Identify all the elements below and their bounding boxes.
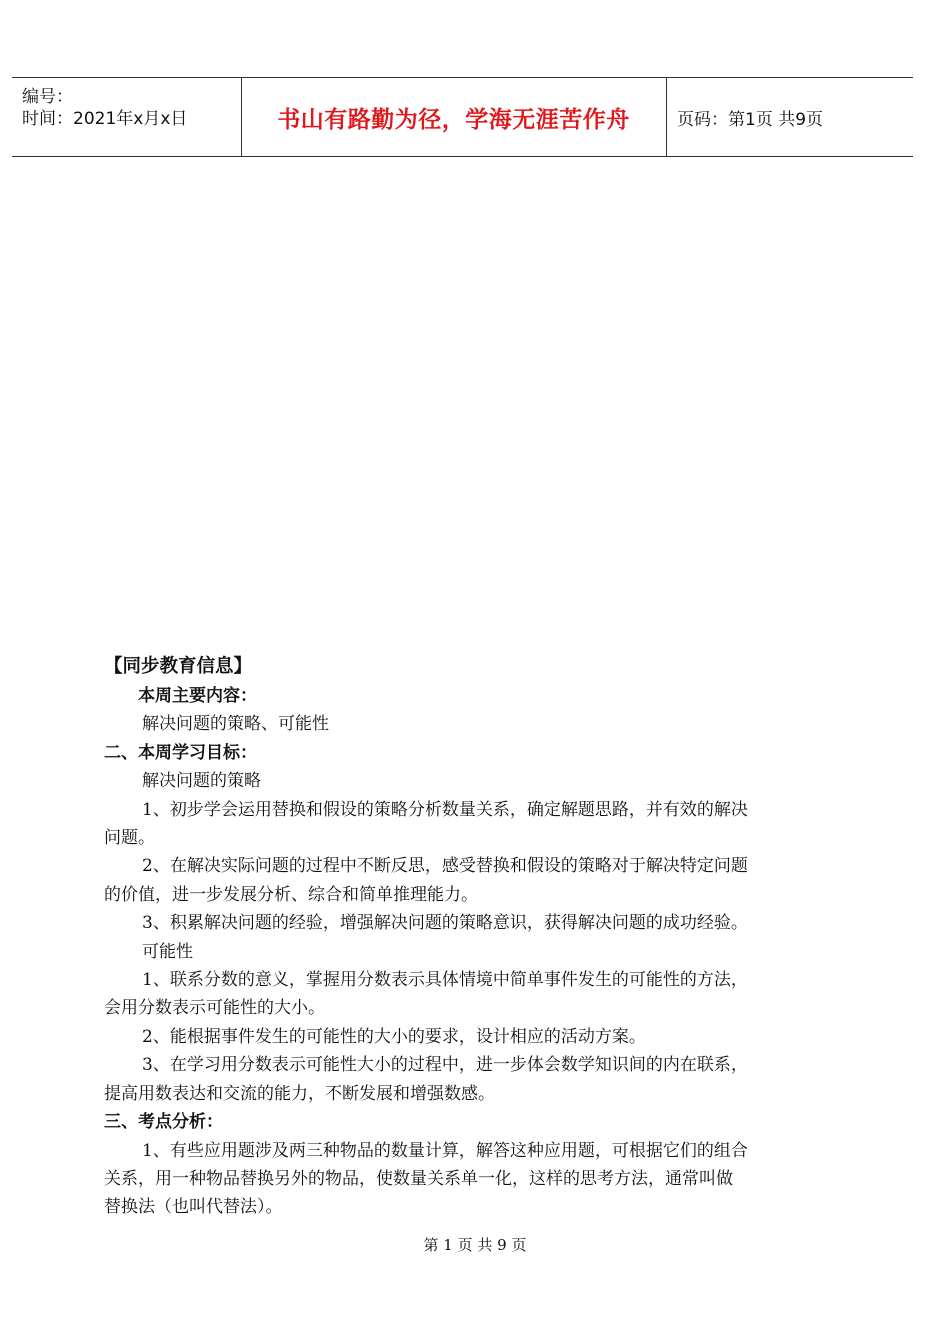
possibility-item: 会用分数表示可能性的大小。 (104, 998, 325, 1019)
header-meta-cell (12, 78, 242, 156)
header-motto-cell (241, 78, 667, 156)
strategy-item: 问题。 (104, 828, 155, 849)
possibility-heading: 可能性 (142, 941, 193, 962)
strategy-item: 1、初步学会运用替换和假设的策略分析数量关系，确定解题思路，并有效的解决 (142, 799, 748, 820)
possibility-item: 3、在学习用分数表示可能性大小的过程中，进一步体会数学知识间的内在联系， (142, 1055, 748, 1076)
subtitle-main: 本周主要内容： (138, 686, 257, 706)
strategy-item: 3、积累解决问题的经验，增强解决问题的策略意识，获得解决问题的成功经验。 (142, 913, 748, 934)
strategy-heading: 解决问题的策略 (142, 771, 261, 792)
possibility-item: 2、能根据事件发生的可能性的大小的要求，设计相应的活动方案。 (142, 1026, 646, 1047)
goals-heading: 二、本周学习目标： (104, 742, 257, 763)
possibility-item: 1、联系分数的意义，掌握用分数表示具体情境中简单事件发生的可能性的方法， (142, 970, 748, 991)
document-body (104, 652, 824, 1222)
page-footer: 第 1 页 共 9 页 (423, 1236, 527, 1254)
analysis-item: 关系，用一种物品替换另外的物品，使数量关系单一化，这样的思考方法，通常叫做 (104, 1168, 733, 1189)
strategy-item: 的价值，进一步发展分析、综合和简单推理能力。 (104, 884, 478, 905)
strategy-item: 2、在解决实际问题的过程中不断反思，感受替换和假设的策略对于解决特定问题 (142, 856, 748, 877)
analysis-item: 1、有些应用题涉及两三种物品的数量计算，解答这种应用题，可根据它们的组合 (142, 1140, 748, 1161)
page-info: 页码：第1页 共9页 (677, 109, 824, 130)
analysis-heading: 三、考点分析： (104, 1112, 223, 1133)
main-content: 解决问题的策略、可能性 (142, 714, 329, 735)
header-page-cell (667, 78, 913, 156)
section-title: 【同步教育信息】 (104, 656, 253, 677)
time-label: 时间：2021年x月x日 (22, 109, 188, 129)
analysis-item: 替换法（也叫代替法）。 (104, 1197, 283, 1218)
header-table (12, 77, 913, 157)
motto: 书山有路勤为径，学海无涯苦作舟 (277, 106, 630, 133)
possibility-item: 提高用数表达和交流的能力，不断发展和增强数感。 (104, 1083, 495, 1104)
serial-label: 编号： (22, 87, 73, 107)
